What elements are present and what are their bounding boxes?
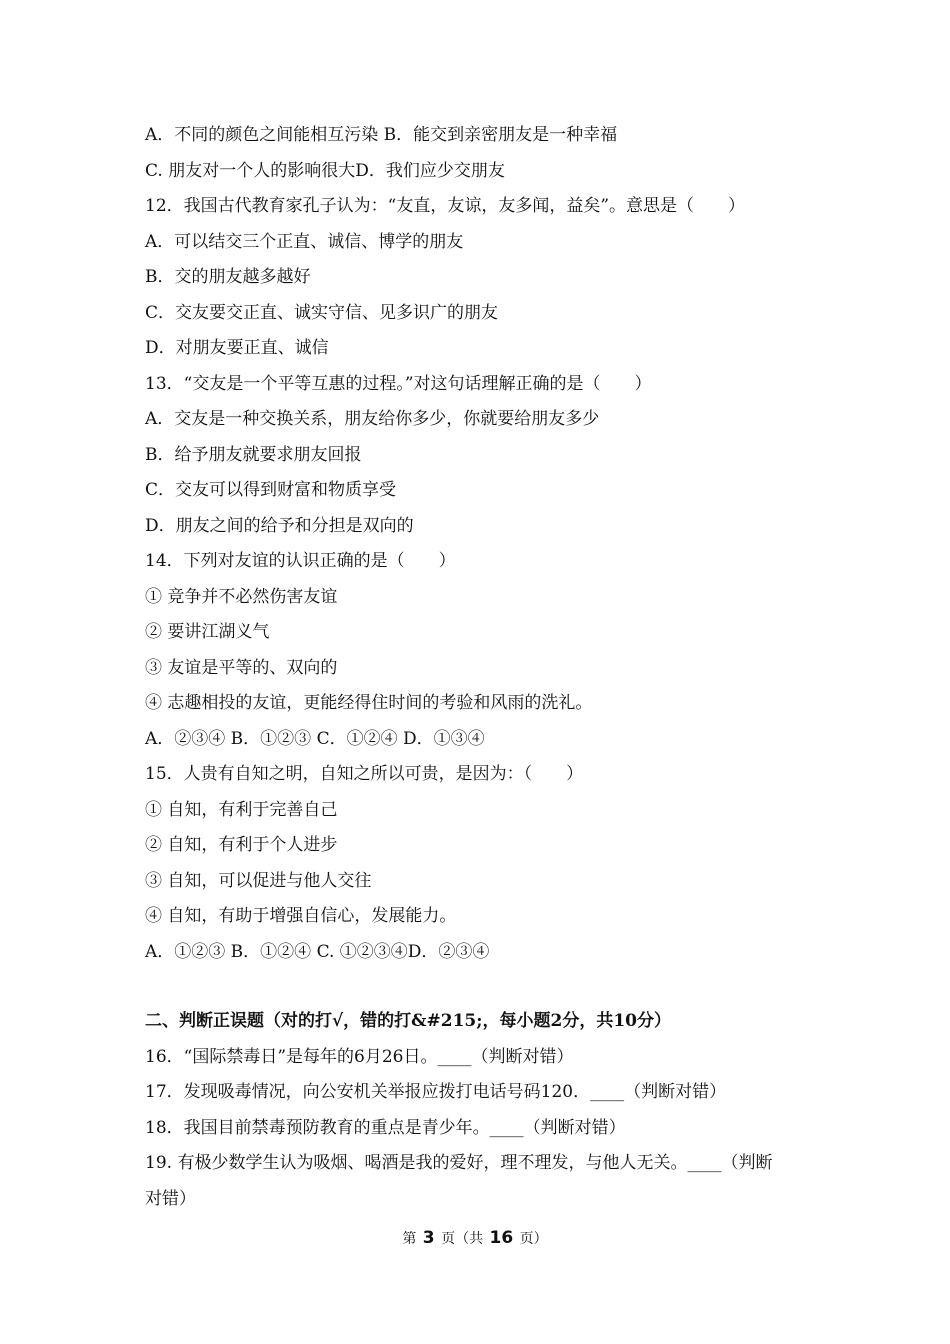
page-content <box>145 118 825 1217</box>
statement-line: ① 竞争并不必然伤害友谊 <box>145 586 338 607</box>
option-line: D．朋友之间的给予和分担是双向的 <box>145 515 414 536</box>
option-line: C．交友要交正直、诚实守信、见多识广的朋友 <box>145 302 499 323</box>
option-line: A．②③④ B．①②③ C．①②④ D．①③④ <box>145 728 485 749</box>
option-line: C．交友可以得到财富和物质享受 <box>145 480 397 500</box>
option-line: D．对朋友要正直、诚信 <box>145 338 329 358</box>
footer-suffix: 页） <box>519 1231 548 1247</box>
question-18: 18．我国目前禁毒预防教育的重点是青少年。____（判断对错） <box>145 1117 626 1138</box>
question-19-continued: 对错） <box>145 1188 196 1209</box>
option-line: C. 朋友对一个人的影响很大D．我们应少交朋友 <box>145 160 505 181</box>
statement-line: ③ 友谊是平等的、双向的 <box>145 657 338 678</box>
question-13: 13．“交友是一个平等互惠的过程。”对这句话理解正确的是（ ） <box>145 373 652 394</box>
footer-middle: 页（共 <box>441 1231 484 1247</box>
question-17: 17．发现吸毒情况，向公安机关举报应拨打电话号码120．____（判断对错） <box>145 1082 727 1102</box>
question-19: 19. 有极少数学生认为吸烟、喝酒是我的爱好，理不理发，与他人无关。____（判断 <box>145 1153 773 1173</box>
statement-line: ④ 自知，有助于增强自信心，发展能力。 <box>145 906 457 926</box>
statement-line: ④ 志趣相投的友谊，更能经得住时间的考验和风雨的洗礼。 <box>145 693 593 713</box>
option-line: A．交友是一种交换关系，朋友给你多少，你就要给朋友多少 <box>145 409 600 429</box>
statement-line: ③ 自知，可以促进与他人交往 <box>145 870 372 891</box>
question-16: 16．“国际禁毒日”是每年的6月26日。____（判断对错） <box>145 1046 574 1067</box>
question-12: 12．我国古代教育家孔子认为：“友直，友谅，友多闻，益矣”。意思是（ ） <box>145 196 746 216</box>
statement-line: ② 要讲江湖义气 <box>145 622 270 642</box>
option-line: B．交的朋友越多越好 <box>145 267 311 287</box>
footer-page-number: 3 <box>422 1228 435 1248</box>
page-footer <box>0 1226 950 1251</box>
option-line: A．①②③ B．①②④ C. ①②③④D．②③④ <box>145 941 490 962</box>
option-line: B．给予朋友就要求朋友回报 <box>145 444 362 465</box>
footer-prefix: 第 <box>402 1231 417 1247</box>
question-15: 15．人贵有自知之明，自知之所以可贵，是因为：（ ） <box>145 764 584 784</box>
option-line: A．可以结交三个正直、诚信、博学的朋友 <box>145 231 464 252</box>
footer-total-pages: 16 <box>489 1228 514 1248</box>
question-14: 14．下列对友谊的认识正确的是（ ） <box>145 551 456 571</box>
statement-line: ① 自知，有利于完善自己 <box>145 799 338 820</box>
section-title: 二、判断正误题（对的打√，错的打&#215;，每小题2分，共10分） <box>145 1011 672 1031</box>
statement-line: ② 自知，有利于个人进步 <box>145 835 338 855</box>
option-line: A．不同的颜色之间能相互污染 B．能交到亲密朋友是一种幸福 <box>145 125 618 145</box>
